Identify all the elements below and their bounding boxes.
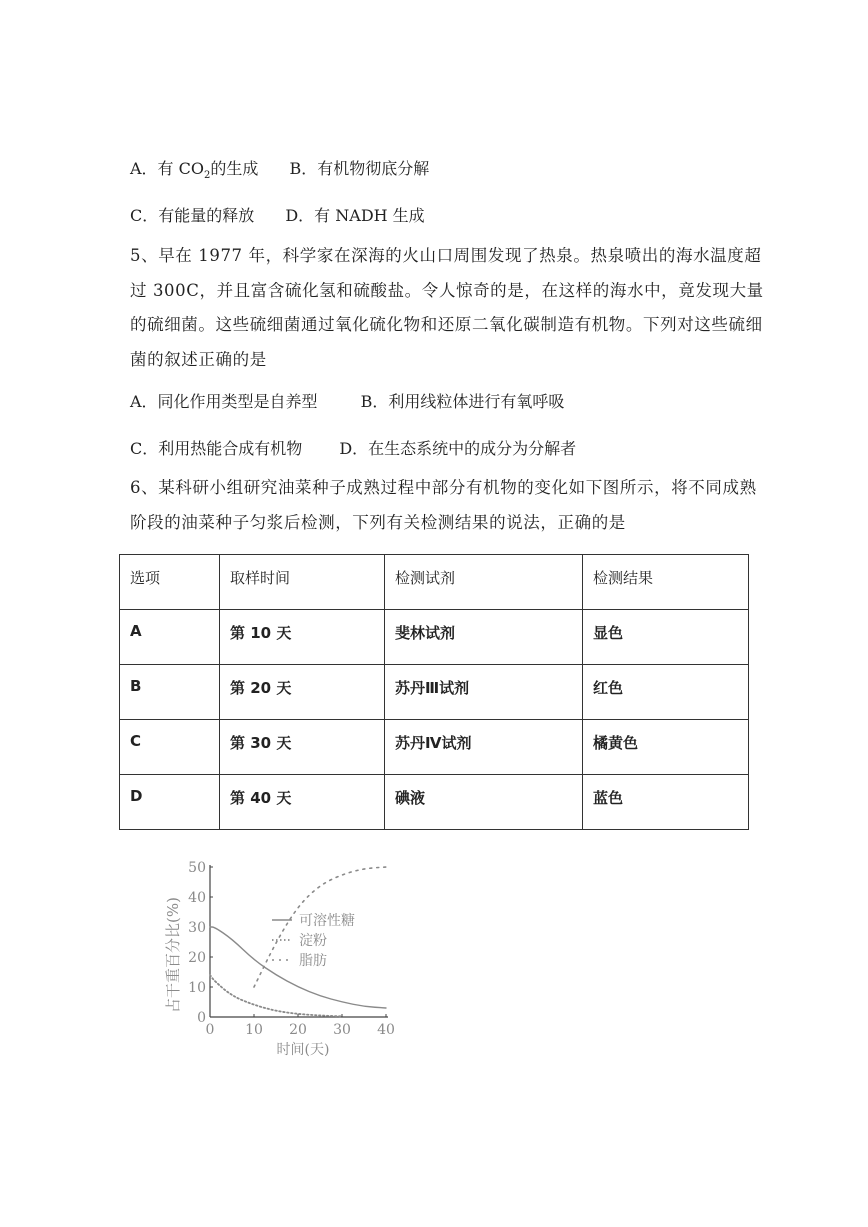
table-cell: 苏丹Ⅳ试剂 [385,720,583,775]
table-cell: 红色 [583,665,749,720]
table-row [120,610,749,665]
table-row [120,775,749,830]
q4-option-a: A．有 $CO_2$的生成 [130,159,259,182]
table-cell: 第 20 天 [220,665,385,720]
x-tick-label: 20 [289,1022,307,1038]
y-tick-label: 40 [188,890,206,906]
results-table [119,554,749,830]
x-tick-label: 40 [377,1022,395,1038]
table-cell: A [120,610,220,665]
y-axis-label: 占干重百分比(%) [164,897,182,1013]
table-cell: 第 10 天 [220,610,385,665]
table-header-cell: 检测试剂 [385,555,583,610]
table-header-row [120,555,749,610]
table-row [120,720,749,775]
legend-label: 可溶性糖 [299,913,355,929]
table-cell: B [120,665,220,720]
q5-option-c: C．利用热能合成有机物 [130,439,303,458]
table-cell: D [120,775,220,830]
table-cell: 橘黄色 [583,720,749,775]
table-cell: 第 30 天 [220,720,385,775]
q4-option-d: D．有 NADH 生成 [285,206,425,225]
chart-legend [272,912,355,969]
q5-stem: 5、早在 1977 年，科学家在深海的火山口周围发现了热泉。热泉喷出的海水温度超过 300C，并且富含硫化氢和硫酸盐。令人惊奇的是，在这样的海水中，竟发现大量的硫细菌。这些硫细菌通过氧化硫化物和还原二氧化碳制造有机物。下列对这些硫细菌的叙述正确的是 [130,246,764,369]
q4-options-row2 [130,203,425,226]
legend-label: 脂肪 [299,953,327,969]
y-tick-label: 30 [188,920,206,936]
q5-option-d: D．在生态系统中的成分为分解者 [339,439,577,458]
q4-option-b: B．有机物彻底分解 [289,159,430,178]
x-tick-label: 10 [245,1022,263,1038]
legend-label: 淀粉 [299,933,327,949]
table-header-cell: 取样时间 [220,555,385,610]
q5-option-a: A．同化作用类型是自养型 [130,392,318,411]
x-tick-label: 0 [205,1022,215,1038]
y-tick-label: 10 [188,980,206,996]
series-line [210,927,386,1008]
q5-options-row2 [130,436,576,459]
table-cell: C [120,720,220,775]
table-cell: 碘液 [385,775,583,830]
table-cell: 显色 [583,610,749,665]
chart-axes [188,860,395,1038]
table-row [120,665,749,720]
x-tick-label: 30 [333,1022,351,1038]
table-header-cell: 选项 [120,555,220,610]
table-cell: 第 40 天 [220,775,385,830]
table-cell: 苏丹Ⅲ试剂 [385,665,583,720]
q5-option-b: B．利用线粒体进行有氧呼吸 [360,392,565,411]
q4-options-row1 [130,156,429,181]
q5-options-row1 [130,389,564,412]
table-cell: 斐林试剂 [385,610,583,665]
x-axis-label: 时间(天) [276,1042,330,1058]
chart-series [210,867,386,1016]
q4-option-c: C．有能量的释放 [130,206,255,225]
y-tick-label: 0 [197,1010,206,1026]
table-cell: 蓝色 [583,775,749,830]
y-tick-label: 50 [188,860,206,876]
organic-matter-chart [160,850,420,1065]
q6-stem: 6、某科研小组研究油菜种子成熟过程中部分有机物的变化如下图所示，将不同成熟阶段的油菜种子匀浆后检测，下列有关检测结果的说法，正确的是 [130,478,757,532]
y-tick-label: 20 [188,950,206,966]
table-header-cell: 检测结果 [583,555,749,610]
